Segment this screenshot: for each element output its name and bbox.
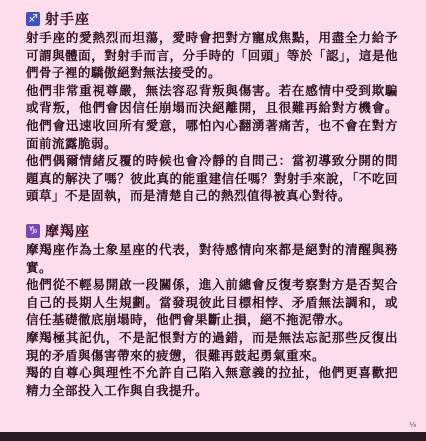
section-title: 摩羯座 [45, 224, 90, 240]
section-header [26, 10, 398, 28]
section-title: 射手座 [45, 12, 90, 28]
page-number: ⅓ [409, 421, 416, 429]
capricorn-sign-icon: ♑ [26, 224, 40, 238]
sagittarius-sign-icon: ♐ [26, 12, 40, 26]
section-header [26, 222, 398, 240]
bottom-bar [0, 432, 426, 441]
sagittarius-section [26, 10, 398, 205]
capricorn-section [26, 222, 398, 399]
section-body: 射手座的愛熱烈而坦蕩，愛時會把對方寵成焦點，用盡全力給予可謂與體面，對射手而言，分手時的「回頭」等於「認」，這是他們骨子裡的驕傲絕對無法接受的。 他們非常重視尊嚴，無法容忍背叛與傷害。若在感情中受到欺騙或背叛，他們會因信任崩塌而決絕離開，且很難再給對方機會。他們會迅速收回所有愛意，哪怕內心翻湧著痛苦，也不會在對方面前流露脆弱。 他們偶爾情緒反覆的時候也會冷靜的自問己：當初導致分開的問題真的解決了嗎？彼此真的能重建信任嗎？對射手來說，「不吃回頭草」不是固執，而是清楚自己的熱烈值得被真心對待。 [26, 30, 398, 204]
section-body: 摩羯座作為土象星座的代表，對待感情向來都是絕對的清醒與務實。 他們從不輕易開啟一段關係，進入前總會反復考察對方是否契合自己的長期人生規劃。當發現彼此目標相悖、矛盾無法調和，或信任基礎徹底崩塌時，他們會果斷止損，絕不拖泥帶水。 摩羯極其記仇，不是記恨對方的過錯，而是無法忘記那些反復出現的矛盾與傷害帶來的疲憊，很難再鼓起勇氣重來。 羯的自尊心與理性不允許自己陷入無意義的拉扯，他們更喜歡把精力全部投入工作與自我提升。 [26, 242, 398, 398]
